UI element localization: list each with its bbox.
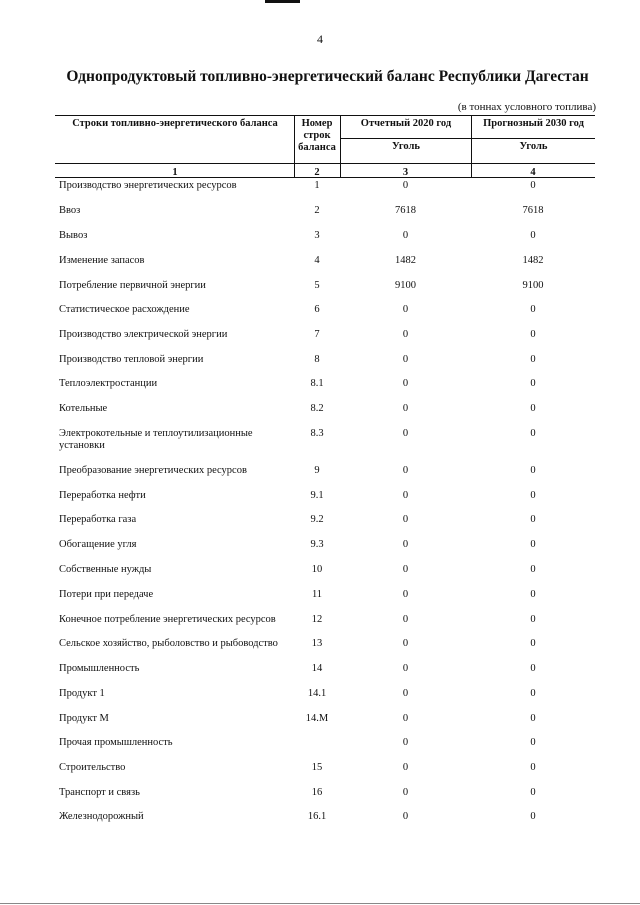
forecast-value: 0 [530, 428, 536, 439]
table-row [0, 589, 640, 605]
row-name: Статистическое расхождение [59, 304, 190, 315]
row-name: Потребление первичной энергии [59, 280, 206, 291]
forecast-value: 0 [530, 811, 536, 822]
table-row [0, 403, 640, 419]
row-name: Промышленность [59, 663, 140, 674]
reported-value: 1482 [395, 255, 416, 266]
table-top-border [55, 115, 595, 116]
row-name: Производство энергетических ресурсов [59, 180, 237, 191]
column-number-1: 1 [172, 167, 178, 178]
row-name: Преобразование энергетических ресурсов [59, 465, 247, 476]
table-row [0, 762, 640, 778]
reported-value: 0 [402, 428, 409, 439]
forecast-value: 9100 [522, 280, 544, 291]
reported-value: 0 [402, 403, 409, 414]
reported-value: 0 [402, 787, 409, 798]
header-bottom-border [55, 163, 595, 164]
column-number-4: 4 [530, 167, 536, 178]
row-name: Конечное потребление энергетических ресурсов [59, 614, 276, 625]
forecast-value: 0 [530, 614, 536, 625]
forecast-value: 0 [530, 378, 536, 389]
forecast-value: 0 [530, 354, 536, 365]
table-row [0, 230, 640, 246]
forecast-value: 0 [530, 514, 536, 525]
reported-value: 0 [402, 490, 409, 501]
row-name: Изменение запасов [59, 255, 145, 266]
table-row [0, 428, 640, 451]
row-number: 14.1 [307, 688, 327, 699]
reported-value: 0 [402, 465, 409, 476]
forecast-value: 0 [530, 762, 536, 773]
table-row [0, 663, 640, 679]
table-row [0, 638, 640, 654]
table-row [0, 255, 640, 271]
row-number: 15 [311, 762, 323, 773]
reported-value: 0 [402, 638, 409, 649]
forecast-value: 0 [530, 539, 536, 550]
reported-value: 0 [402, 564, 409, 575]
row-number: 8.2 [310, 403, 324, 414]
table-row [0, 490, 640, 506]
row-number: 12 [311, 614, 323, 625]
row-name: Производство электрической энергии [59, 329, 228, 340]
reported-value: 0 [402, 180, 409, 191]
forecast-value: 0 [530, 638, 536, 649]
row-number: 16.1 [307, 811, 327, 822]
table-row [0, 304, 640, 320]
table-row [0, 465, 640, 481]
forecast-value: 0 [530, 564, 536, 575]
table-row [0, 378, 640, 394]
table-row [0, 354, 640, 370]
forecast-value: 0 [530, 787, 536, 798]
header-reported-year: Отчетный 2020 год [360, 118, 452, 129]
forecast-value: 0 [530, 230, 536, 241]
row-number: 9.1 [310, 490, 324, 501]
page-number: 4 [317, 32, 323, 46]
table-row [0, 539, 640, 555]
row-number: 3 [314, 230, 320, 241]
units-note: (в тоннах условного топлива) [457, 101, 596, 113]
page-title: Однопродуктовый топливно-энергетический баланс Республики Дагестан [66, 68, 589, 85]
forecast-value: 0 [530, 329, 536, 340]
row-number: 13 [311, 638, 323, 649]
column-number-2: 2 [314, 167, 320, 178]
table-row [0, 811, 640, 827]
row-name: Вывоз [59, 230, 88, 241]
header-forecast-fuel: Уголь [519, 141, 548, 152]
table-row [0, 787, 640, 803]
reported-value: 0 [402, 688, 409, 699]
column-number-3: 3 [402, 167, 409, 178]
table-row [0, 280, 640, 296]
forecast-value: 0 [530, 403, 536, 414]
table-row [0, 514, 640, 530]
reported-value: 0 [402, 304, 409, 315]
row-number: 8 [314, 354, 320, 365]
row-name: Электрокотельные и теплоутилизационные установки [59, 428, 253, 451]
reported-value: 0 [402, 663, 409, 674]
reported-value: 0 [402, 230, 409, 241]
top-edge-mark [265, 0, 300, 3]
reported-value: 0 [402, 762, 409, 773]
table-row [0, 713, 640, 729]
row-number: 14.М [305, 713, 329, 724]
reported-value: 0 [402, 514, 409, 525]
row-name: Теплоэлектростанции [59, 378, 158, 389]
header-forecast-year: Прогнозный 2030 год [483, 118, 584, 129]
table-row [0, 180, 640, 196]
forecast-value: 7618 [522, 205, 544, 216]
row-number: 10 [311, 564, 323, 575]
row-number: 1 [314, 180, 320, 191]
reported-value: 0 [402, 713, 409, 724]
forecast-value: 0 [530, 737, 536, 748]
row-name: Переработка газа [59, 514, 137, 525]
row-name: Железнодорожный [59, 811, 144, 822]
table-row [0, 205, 640, 221]
forecast-value: 0 [530, 304, 536, 315]
table-row [0, 564, 640, 580]
row-number: 9 [314, 465, 320, 476]
reported-value: 0 [402, 539, 409, 550]
row-number: 7 [314, 329, 320, 340]
forecast-value: 1482 [522, 255, 544, 266]
reported-value: 0 [402, 811, 409, 822]
table-row [0, 737, 640, 753]
forecast-value: 0 [530, 688, 536, 699]
row-name: Сельское хозяйство, рыболовство и рыбоводство [59, 638, 278, 649]
reported-value: 9100 [395, 280, 416, 291]
reported-value: 7618 [395, 205, 416, 216]
header-reported-fuel: Уголь [392, 141, 420, 152]
row-name: Котельные [59, 403, 108, 414]
forecast-value: 0 [530, 490, 536, 501]
row-name: Транспорт и связь [59, 787, 140, 798]
row-number: 6 [314, 304, 320, 315]
row-name: Производство тепловой энергии [59, 354, 204, 365]
row-name: Продукт 1 [59, 688, 105, 699]
forecast-value: 0 [530, 713, 536, 724]
reported-value: 0 [402, 329, 409, 340]
row-name: Обогащение угля [59, 539, 137, 550]
row-name: Продукт М [59, 713, 109, 724]
row-number: 9.3 [310, 539, 324, 550]
forecast-value: 0 [530, 465, 536, 476]
row-number: 8.1 [310, 378, 324, 389]
row-number: 4 [314, 255, 320, 266]
row-number: 5 [314, 280, 320, 291]
row-name: Собственные нужды [59, 564, 152, 575]
table-row [0, 329, 640, 345]
row-name: Потери при передаче [59, 589, 154, 600]
reported-value: 0 [402, 614, 409, 625]
row-number: 11 [311, 589, 323, 600]
forecast-value: 0 [530, 589, 536, 600]
subheader-divider [340, 138, 595, 139]
reported-value: 0 [402, 737, 409, 748]
header-number-label: Номер строк баланса [298, 118, 336, 153]
row-number: 14 [311, 663, 323, 674]
row-number: 2 [314, 205, 320, 216]
page-bottom-edge [0, 903, 640, 904]
row-number: 16 [311, 787, 323, 798]
reported-value: 0 [402, 589, 409, 600]
row-name: Строительство [59, 762, 126, 773]
forecast-value: 0 [530, 663, 536, 674]
header-rows-label: Строки топливно-энергетического баланса [72, 118, 278, 129]
row-number: 9.2 [310, 514, 324, 525]
row-name: Прочая промышленность [59, 737, 173, 748]
row-name: Ввоз [59, 205, 81, 216]
forecast-value: 0 [530, 180, 536, 191]
row-number: 8.3 [310, 428, 324, 439]
reported-value: 0 [402, 378, 409, 389]
table-row [0, 688, 640, 704]
row-name: Переработка нефти [59, 490, 146, 501]
table-row [0, 614, 640, 630]
reported-value: 0 [402, 354, 409, 365]
